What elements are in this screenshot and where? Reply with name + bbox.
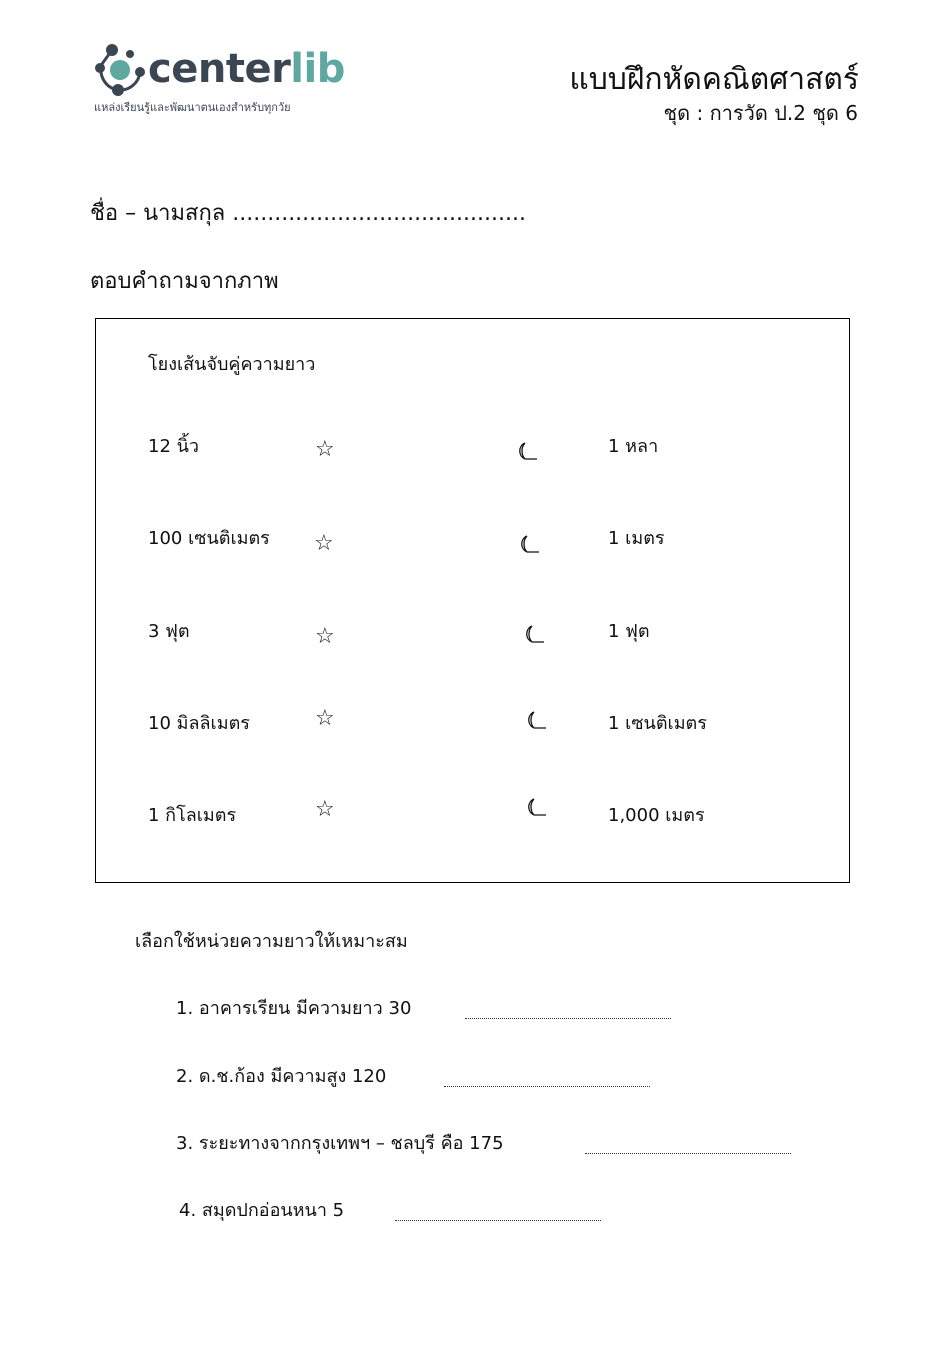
logo-word-lib: lib — [290, 46, 345, 92]
right-item: 1 เซนติเมตร — [608, 713, 707, 734]
worksheet-title: แบบฝึกหัดคณิตศาสตร์ — [569, 62, 859, 97]
worksheet-subtitle: ชุด : การวัด ป.2 ชุด 6 — [663, 101, 858, 125]
name-field-line[interactable]: ชื่อ – นามสกุล .......................................... — [90, 201, 526, 226]
question — [179, 1198, 344, 1224]
left-item: 1 กิโลเมตร — [148, 805, 237, 826]
left-item: 3 ฟุต — [148, 621, 190, 642]
logo-word-center: center — [148, 46, 291, 92]
question-text: 3. ระยะทางจากกรุงเทพฯ – ชลบุรี คือ 175 — [176, 1133, 504, 1154]
section-heading-picture-questions: ตอบคำถามจากภาพ — [90, 269, 279, 294]
star-icon[interactable]: ☆ — [315, 797, 335, 822]
right-item: 1 ฟุต — [608, 621, 650, 642]
matching-box — [95, 318, 850, 883]
left-item: 100 เซนติเมตร — [148, 528, 270, 549]
logo-wordmark — [148, 44, 345, 94]
right-item: 1 เมตร — [608, 528, 665, 549]
answer-blank[interactable] — [465, 1004, 671, 1019]
question-text: 1. อาคารเรียน มีความยาว 30 — [176, 998, 412, 1019]
right-item: 1,000 เมตร — [608, 805, 705, 826]
question-text: 2. ด.ช.ก้อง มีความสูง 120 — [176, 1066, 387, 1087]
crescent-moon-icon[interactable] — [522, 624, 544, 644]
question-text: 4. สมุดปกอ่อนหนา 5 — [179, 1200, 345, 1221]
star-icon[interactable]: ☆ — [314, 531, 334, 556]
logo-icon — [92, 42, 148, 96]
star-icon[interactable]: ☆ — [315, 624, 335, 649]
crescent-moon-icon[interactable] — [524, 710, 546, 730]
star-icon[interactable]: ☆ — [315, 437, 335, 462]
matching-instruction: โยงเส้นจับคู่ความยาว — [148, 354, 316, 375]
logo-tagline: แหล่งเรียนรู้และพัฒนาตนเองสำหรับทุกวัย — [94, 101, 291, 114]
left-item: 10 มิลลิเมตร — [148, 713, 250, 734]
answer-blank[interactable] — [585, 1139, 791, 1154]
question — [176, 1131, 504, 1157]
question — [176, 1064, 386, 1090]
section-heading-choose-unit: เลือกใช้หน่วยความยาวให้เหมาะสม — [135, 931, 408, 952]
crescent-moon-icon[interactable] — [524, 797, 546, 817]
crescent-moon-icon[interactable] — [515, 441, 537, 461]
crescent-moon-icon[interactable] — [517, 534, 539, 554]
left-item: 12 นิ้ว — [148, 436, 200, 457]
question — [176, 996, 411, 1022]
answer-blank[interactable] — [444, 1072, 650, 1087]
right-item: 1 หลา — [608, 436, 659, 457]
answer-blank[interactable] — [395, 1206, 601, 1221]
star-icon[interactable]: ☆ — [315, 706, 335, 731]
